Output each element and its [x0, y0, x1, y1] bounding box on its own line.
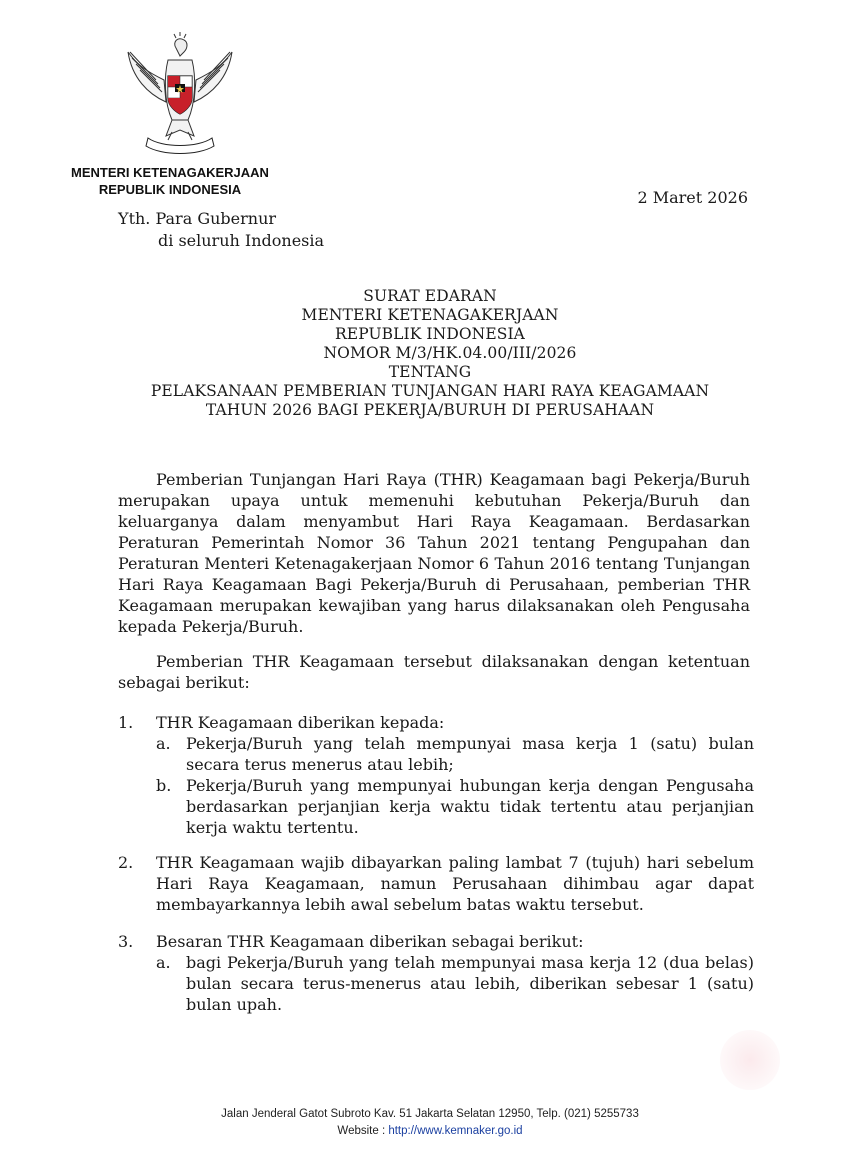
paragraph-2 — [118, 651, 750, 693]
list-item-text: THR Keagamaan wajib dibayarkan paling lambat 7 (tujuh) hari sebelum Hari Raya Keagamaan, namun Perusahaan dihimbau agar dapat membayarkannya lebih awal sebelum batas waktu tersebut. — [156, 853, 754, 914]
addressee-line-1: Yth. Para Gubernur — [118, 209, 277, 228]
sub-letter: a. — [156, 953, 171, 972]
sub-item-text: Pekerja/Buruh yang telah mempunyai masa kerja 1 (satu) bulan secara terus menerus atau lebih; — [186, 734, 754, 774]
title-line-5: TENTANG — [388, 363, 472, 381]
letter-date: 2 Maret 2026 — [637, 188, 748, 207]
list-item-text: THR Keagamaan diberikan kepada: — [156, 713, 445, 732]
website-label: Website : — [337, 1125, 389, 1137]
list-item-2 — [118, 852, 754, 915]
footer-website — [0, 1123, 860, 1140]
website-link[interactable]: http://www.kemnaker.go.id — [388, 1125, 523, 1137]
title-line-3: REPUBLIK INDONESIA — [335, 325, 525, 343]
subject-line-1: PELAKSANAAN PEMBERIAN TUNJANGAN HARI RAYA KEAGAMAAN — [150, 382, 710, 400]
footer-address: Jalan Jenderal Gatot Subroto Kav. 51 Jakarta Selatan 12950, Telp. (021) 5255733 — [221, 1108, 639, 1120]
title-line-1: SURAT EDARAN — [363, 287, 497, 305]
list-number: 1. — [118, 713, 134, 732]
sub-item-text: bagi Pekerja/Buruh yang telah mempunyai masa kerja 12 (dua belas) bulan secara terus-menerus atau lebih, diberikan sebesar 1 (satu) bulan upah. — [186, 953, 754, 1014]
addressee-line-2: di seluruh Indonesia — [158, 231, 325, 250]
sub-letter: b. — [156, 776, 172, 795]
paragraph-1-text: Pemberian Tunjangan Hari Raya (THR) Keagamaan bagi Pekerja/Buruh merupakan upaya untuk memenuhi kebutuhan Pekerja/Buruh dan keluarganya dalam menyambut Hari Raya Keagamaan. Berdasarkan Peraturan Pemerintah Nomor 36 Tahun 2021 tentang Pengupahan dan Peraturan Menteri Ketenagakerjaan Nomor 6 Tahun 2016 tentang Tunjangan Hari Raya Keagamaan Bagi Pekerja/Buruh di Perusahaan, pemberian THR Keagamaan merupakan kewajiban yang harus dilaksanakan oleh Pengusaha kepada Pekerja/Buruh. — [118, 470, 750, 636]
subject-line-2: TAHUN 2026 BAGI PEKERJA/BURUH DI PERUSAHAAN — [205, 401, 655, 419]
paragraph-2-text: Pemberian THR Keagamaan tersebut dilaksanakan dengan ketentuan sebagai berikut: — [118, 652, 750, 692]
paper-stain — [720, 1030, 780, 1090]
list-item-text: Besaran THR Keagamaan diberikan sebagai berikut: — [156, 932, 584, 951]
letterhead-footer — [0, 1106, 860, 1140]
sub-item-a — [156, 952, 754, 1015]
letter-number: NOMOR M/3/HK.04.00/III/2026 — [323, 344, 577, 362]
list-number: 3. — [118, 932, 134, 951]
sub-item-a — [156, 733, 754, 775]
sub-item-b — [156, 775, 754, 838]
addressee — [118, 208, 324, 252]
paragraph-1 — [118, 469, 750, 637]
sub-item-text: Pekerja/Buruh yang mempunyai hubungan kerja dengan Pengusaha berdasarkan perjanjian kerja waktu tidak tertentu atau perjanjian kerja waktu tertentu. — [186, 776, 754, 837]
office-line-2: REPUBLIK INDONESIA — [98, 182, 242, 197]
title-line-2: MENTERI KETENAGAKERJAAN — [301, 306, 559, 324]
list-item-3 — [118, 931, 754, 1015]
letter-title — [110, 287, 750, 420]
sub-letter: a. — [156, 734, 171, 753]
list-number: 2. — [118, 853, 134, 872]
garuda-pancasila-emblem-icon — [118, 32, 242, 160]
list-item-1 — [118, 712, 754, 838]
issuing-office — [40, 164, 300, 198]
office-line-1: MENTERI KETENAGAKERJAAN — [71, 165, 269, 180]
